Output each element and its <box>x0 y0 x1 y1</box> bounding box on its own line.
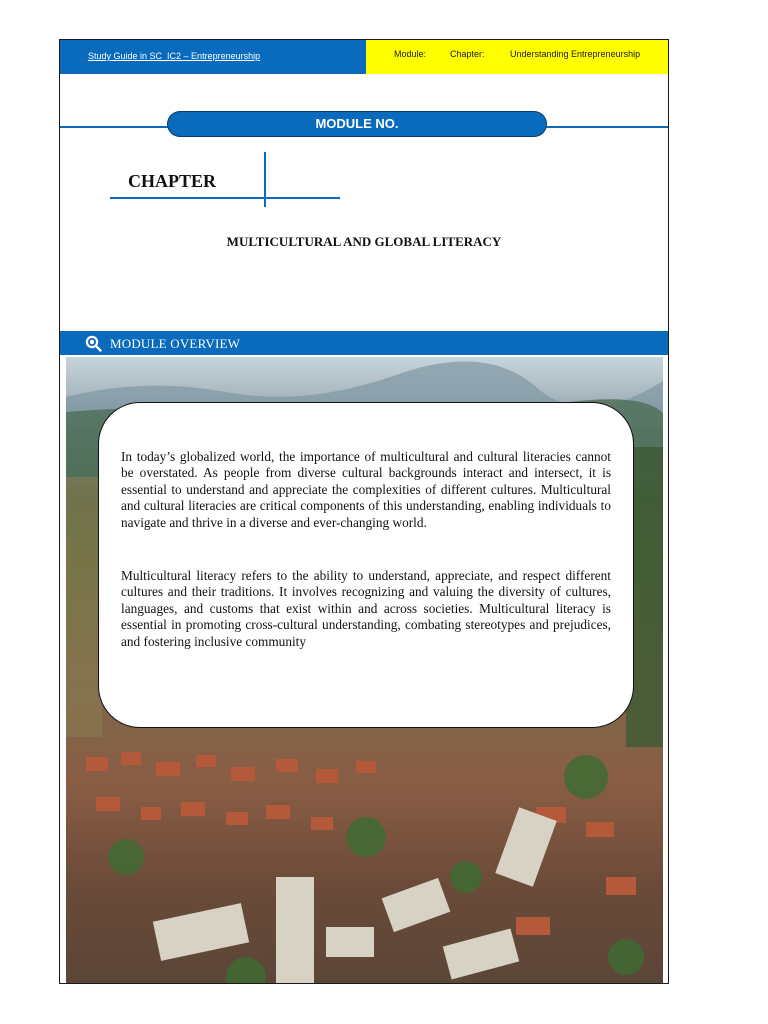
chapter-underline <box>110 197 340 199</box>
chapter-title: Understanding Entrepreneurship <box>510 49 641 59</box>
chapter-subtitle: MULTICULTURAL AND GLOBAL LITERACY <box>226 234 502 249</box>
magnifier-icon <box>84 334 102 352</box>
chapter-label: Chapter: <box>450 49 485 59</box>
header-course-bar <box>60 40 366 74</box>
study-guide-link[interactable]: Study Guide in SC_IC2 – Entrepreneurship <box>88 51 261 61</box>
module-label: Module: <box>394 49 427 59</box>
divider-left <box>60 126 170 128</box>
module-overview-bar <box>60 331 668 355</box>
header-module-bar <box>366 40 668 74</box>
overview-paragraph-1: In today’s globalized world, the importance of multicultural and cultural literacies cannot be overstated. As people from diverse cultural backgrounds interact and intersect, it is essential to understand and appreciate the complexities of different cultures. Multicultural and cultural literacies are critical components of this understanding, enabling individuals to navigate and thrive in a diverse and ever-changing world. <box>121 449 611 530</box>
overview-paragraph-2: Multicultural literacy refers to the ability to understand, appreciate, and respect different cultures and their traditions. It involves recognizing and valuing the diversity of cultures, languages, and customs that exist within and across societies. Multicultural literacy is essential in promoting cross-cultural understanding, combating stereotypes and prejudices, and fostering inclusive community <box>121 568 611 649</box>
module-overview-label: MODULE OVERVIEW <box>110 336 241 351</box>
divider-right <box>544 126 668 128</box>
chapter-vertical-rule <box>264 152 266 207</box>
chapter-heading: CHAPTER <box>128 171 217 191</box>
overview-text-card <box>98 402 634 728</box>
document-page <box>59 39 669 984</box>
module-number-banner: MODULE NO. <box>168 112 546 136</box>
